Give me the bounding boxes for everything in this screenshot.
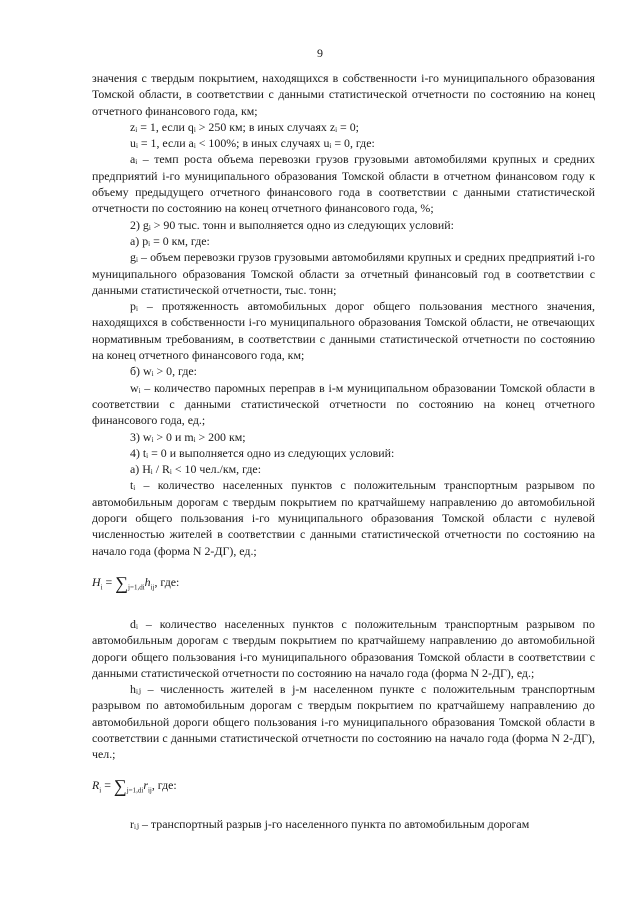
definition-w: wᵢ – количество паромных переправ в i-м муниципальном образовании Томской области в соответствии с данными статистической отчетности по состоянию на конец отчетного финансового года, ед.; bbox=[92, 380, 595, 428]
condition-u: uᵢ = 1, если aᵢ < 100%; в иных случаях uᵢ = 0, где: bbox=[130, 136, 375, 151]
definition-a: aᵢ – темп роста объема перевозки грузов грузовыми автомобилями крупных и средних предприятий i-го муниципального образования Томской области в отчетном финансовом году к объему предыдущего отчетного финансового года в соответствии с данными статистической отчетности по состоянию на конец отчетного финансового года, %; bbox=[92, 152, 595, 216]
item-2a: а) pᵢ = 0 км, где: bbox=[130, 233, 210, 248]
item-2b: б) wᵢ > 0, где: bbox=[130, 364, 197, 379]
page-number: 9 bbox=[317, 46, 323, 60]
formula-r: $R_i = \sum_{j=1,di}r_{ij}$, где: bbox=[92, 775, 177, 796]
item-3: 3) wᵢ > 0 и mᵢ > 200 км; bbox=[130, 429, 246, 444]
definition-g: gᵢ – объем перевозки грузов грузовыми автомобилями крупных и средних предприятий i-го муниципального образования Томской области за отчетный финансовый год в соответствии с данными статистической отчетности, тыс. тонн; bbox=[92, 250, 595, 297]
definition-r: rᵢⱼ – транспортный разрыв j-го населенного пункта по автомобильным дорогам bbox=[130, 816, 530, 831]
item-4a: а) Hᵢ / Rᵢ < 10 чел./км, где: bbox=[130, 462, 262, 477]
definition-d: dᵢ – количество населенных пунктов с положительным транспортным разрывом по автомобильным дорогам с твердым покрытием по кратчайшему направлению до автомобильной дороги общего пользования i-го муниципального образования Томской области в соответствии с данными статистической отчетности по состоянию на начало года (форма N 2-ДГ), ед.; bbox=[92, 616, 595, 680]
item-2: 2) gᵢ > 90 тыс. тонн и выполняется одно из следующих условий: bbox=[130, 217, 454, 232]
definition-p: pᵢ – протяженность автомобильных дорог общего пользования местного значения, находящихся в собственности i-го муниципального образования Томской области, не отвечающих нормативным требованиям, в соответствии с данными статистической отчетности по состоянию на конец отчетного финансового года, км; bbox=[92, 299, 595, 363]
definition-t: tᵢ – количество населенных пунктов с положительным транспортным разрывом по автомобильным дорогам с твердым покрытием по кратчайшему направлению до автомобильной дороги общего пользования i-го муниципального образования Томской области с нулевой численностью жителей в соответствии с данными статистической отчетности по состоянию на начало года (форма N 2-ДГ), ед.; bbox=[92, 478, 595, 558]
condition-z: zᵢ = 1, если qᵢ > 250 км; в иных случаях zᵢ = 0; bbox=[130, 119, 359, 134]
item-4: 4) tᵢ = 0 и выполняется одно из следующих условий: bbox=[130, 445, 395, 460]
paragraph-1: значения с твердым покрытием, находящихся в собственности i-го муниципального образования Томской области, в соответствии с данными статистической отчетности по состоянию на конец отчетного финансового года, км; bbox=[92, 71, 595, 118]
formula-h: $H_i = \sum_{j=1,di}h_{ij}$, где: bbox=[92, 572, 180, 593]
document-body bbox=[92, 70, 595, 832]
definition-h: hᵢⱼ – численность жителей в j-м населенном пункте с положительным транспортным разрывом по автомобильным дорогам с твердым покрытием по кратчайшему направлению до автомобильной дороги общего пользования i-го муниципального образования Томской области в соответствии с данными статистической отчетности по состоянию на начало года (форма N 2-ДГ), чел.; bbox=[92, 682, 595, 762]
